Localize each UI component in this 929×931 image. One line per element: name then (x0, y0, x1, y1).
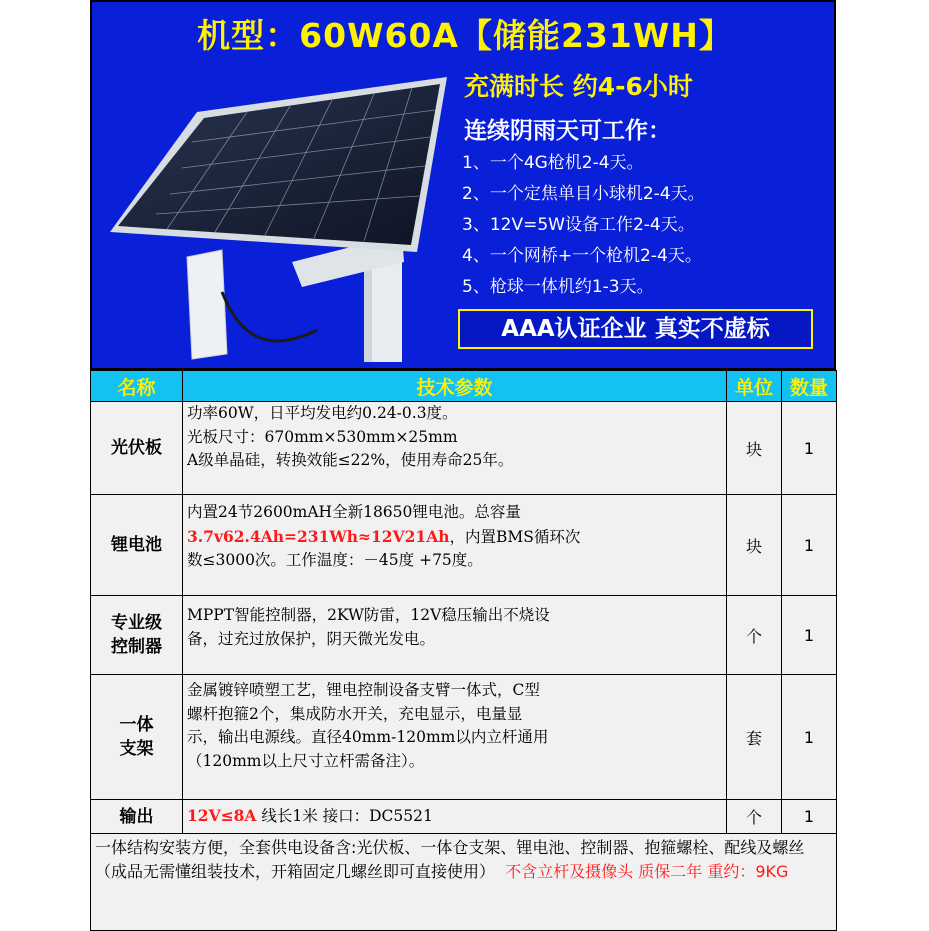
battery-box (187, 250, 227, 359)
cable (222, 292, 317, 341)
row-name: 锂电池 (91, 495, 183, 596)
certification-badge: AAA认证企业 真实不虚标 (458, 309, 813, 349)
row-qty: 1 (782, 402, 837, 495)
row-unit: 个 (727, 596, 782, 675)
capacity-highlight: 3.7v62.4Ah=231Wh≈12V21Ah (187, 526, 450, 546)
row-unit: 块 (727, 495, 782, 596)
param-line: 功率60W，日平均发电约0.24-0.3度。 (187, 404, 458, 422)
row-params (183, 675, 727, 800)
product-sheet (90, 0, 836, 929)
row-params (183, 596, 727, 675)
row-qty: 1 (782, 495, 837, 596)
row-name-line: 一体 (119, 715, 154, 735)
footer-note-row (91, 834, 837, 931)
param-line: （120mm以上尺寸立杆需备注）。 (187, 751, 425, 770)
param-line: 内置24节2600mAH全新18650锂电池。总容量 (187, 503, 521, 521)
charge-time: 充满时长 约4-6小时 (464, 72, 693, 101)
row-unit: 套 (727, 675, 782, 800)
header-unit: 单位 (727, 371, 782, 402)
hero-banner (90, 0, 836, 370)
table-header-row (91, 371, 837, 402)
row-unit: 块 (727, 402, 782, 495)
param-line: 金属镀锌喷塑工艺，锂电控制设备支臂一体式，C型 (187, 681, 540, 699)
header-qty: 数量 (782, 371, 837, 402)
row-name-line: 控制器 (111, 637, 162, 657)
row-name (91, 675, 183, 800)
footer-warning: 不含立杆及摄像头 质保二年 重约：9KG (505, 862, 789, 881)
param-line: 示，输出电源线。直径40mm-120mm以内立杆通用 (187, 728, 549, 746)
header-params: 技术参数 (183, 371, 727, 402)
table-row (91, 675, 837, 800)
header-name: 名称 (91, 371, 183, 402)
rainy-days-title: 连续阴雨天可工作： (464, 118, 671, 144)
param-line: MPPT智能控制器，2KW防雷，12V稳压输出不烧设 (187, 606, 550, 624)
param-line: 光板尺寸：670mm×530mm×25mm (187, 427, 458, 446)
output-highlight: 12V≤8A (187, 806, 257, 826)
list-item: 2、一个定焦单目小球机2-4天。 (462, 184, 705, 204)
row-params (183, 495, 727, 596)
param-line (187, 525, 726, 550)
spec-table (90, 370, 837, 931)
row-qty: 1 (782, 675, 837, 800)
solar-panel-image (92, 62, 452, 370)
row-params (183, 402, 727, 495)
list-item: 5、枪球一体机约1-3天。 (462, 277, 654, 297)
table-row (91, 800, 837, 834)
param-line: 数≤3000次。工作温度：－45度 +75度。 (187, 551, 483, 569)
footer-note (91, 834, 837, 931)
row-name: 输出 (91, 800, 183, 834)
list-item: 4、一个网桥+一个枪机2-4天。 (462, 246, 702, 266)
row-name (91, 596, 183, 675)
row-unit: 个 (727, 800, 782, 834)
list-item: 1、一个4G枪机2-4天。 (462, 153, 644, 173)
rainy-days-list (462, 148, 705, 303)
footer-text: 一体结构安装方便，全套供电设备含:光伏板、一体仓支架、锂电池、控制器、抱箍螺栓、配线及螺丝（成品无需懂组装技术，开箱固定几螺丝即可直接使用） (95, 838, 805, 881)
row-qty: 1 (782, 800, 837, 834)
table-row (91, 402, 837, 495)
row-params (183, 800, 727, 834)
param-line: 备，过充过放保护，阴天微光发电。 (187, 629, 436, 648)
row-name-line: 支架 (119, 739, 154, 759)
row-qty: 1 (782, 596, 837, 675)
row-name-line: 专业级 (111, 613, 162, 633)
row-name: 光伏板 (91, 402, 183, 495)
list-item: 3、12V=5W设备工作2-4天。 (462, 215, 695, 235)
model-title: 机型：60W60A【储能231WH】 (197, 16, 733, 55)
table-row (91, 495, 837, 596)
param-line: A级单晶硅，转换效能≤22%，使用寿命25年。 (187, 451, 514, 469)
param-line: 螺杆抱箍2个，集成防水开关，充电显示，电量显 (187, 704, 523, 723)
table-row (91, 596, 837, 675)
param-text: 线长1米 接口：DC5521 (256, 807, 433, 826)
param-text: ，内置BMS循环次 (449, 527, 581, 546)
